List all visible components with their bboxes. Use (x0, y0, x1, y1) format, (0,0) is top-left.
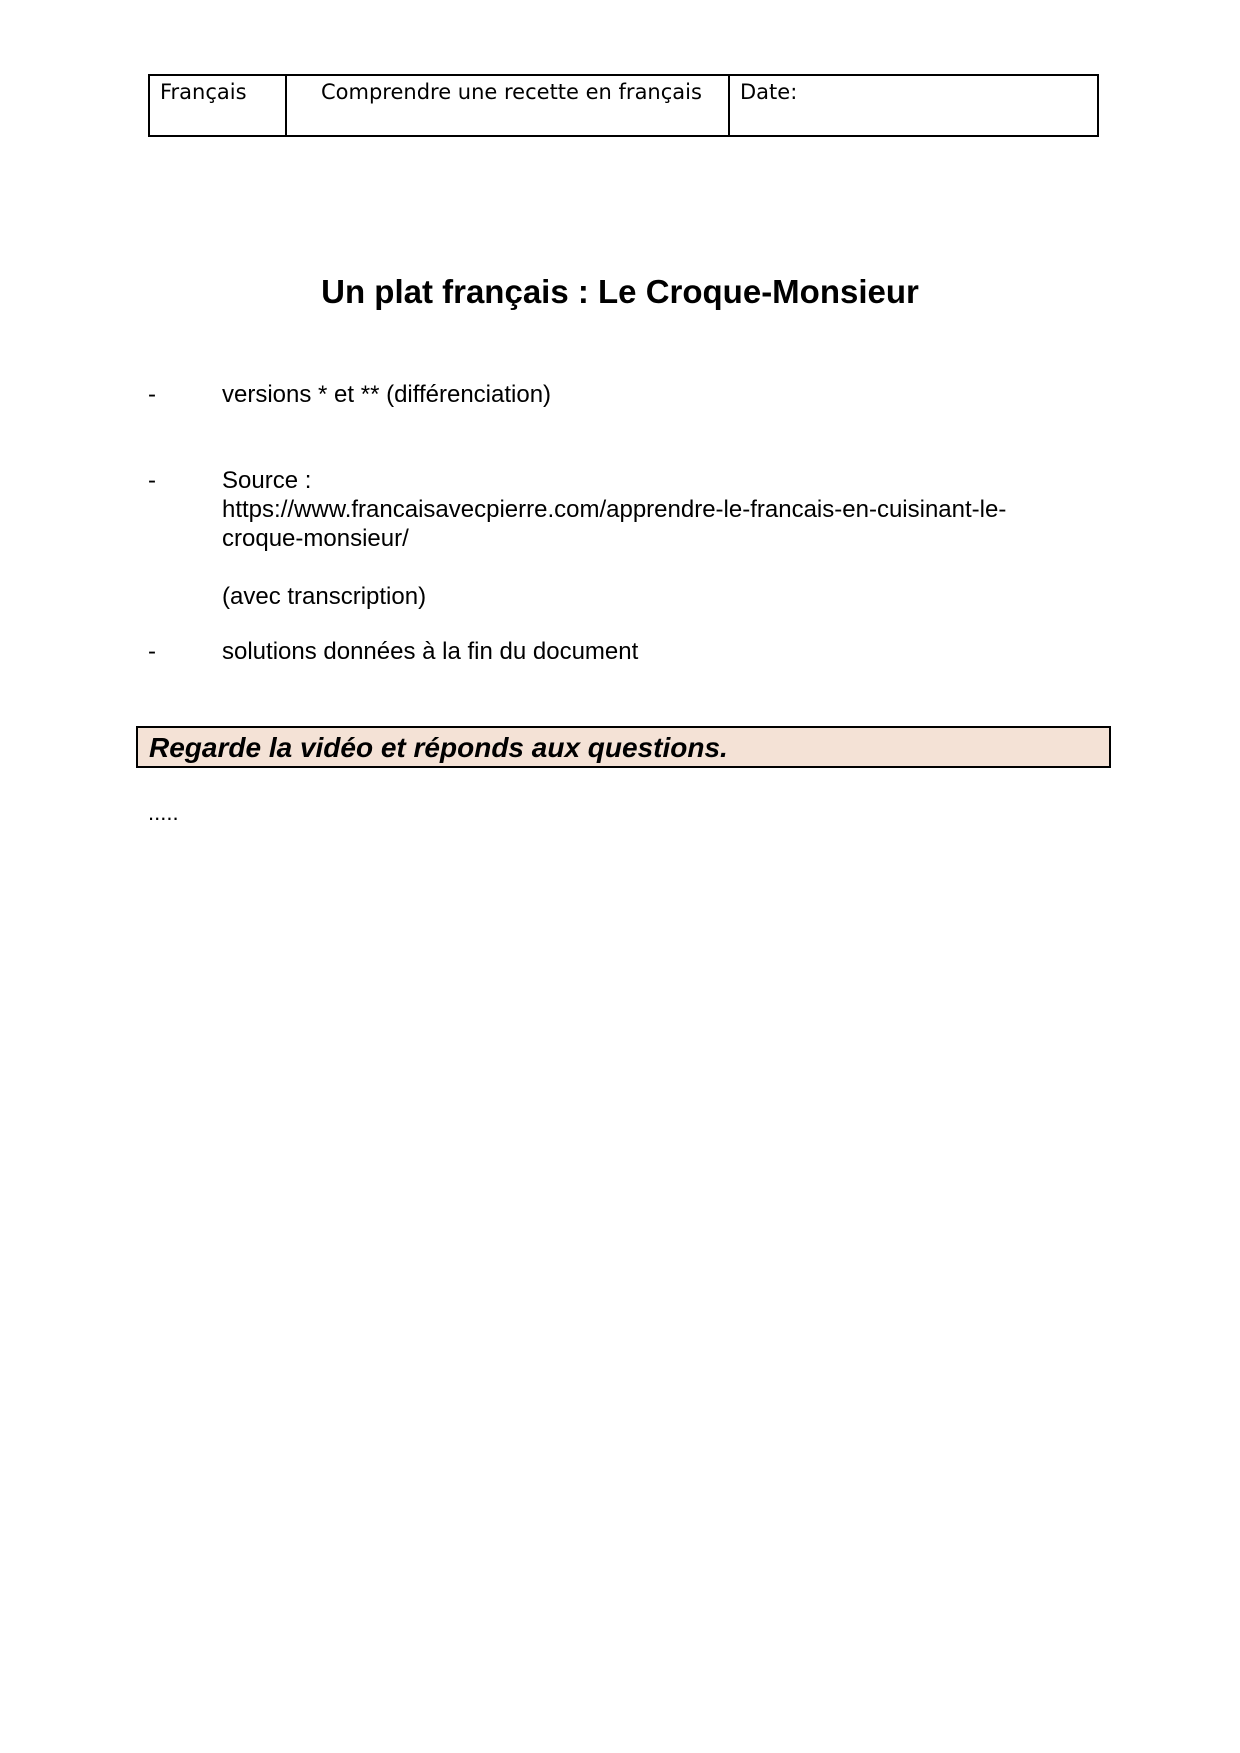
source-note: (avec transcription) (222, 583, 427, 610)
source-label: Source : (222, 467, 312, 494)
header-table (148, 74, 1099, 137)
bullet-dash: - (148, 638, 156, 665)
source-url-line-1[interactable]: https://www.francaisavecpierre.com/apprendre-le-francais-en-cuisinant-le- (222, 496, 1007, 523)
list-item-text: solutions données à la fin du document (222, 638, 639, 665)
document-title: Un plat français : Le Croque-Monsieur (321, 273, 919, 310)
header-date-label: Date: (740, 80, 798, 104)
list-item-versions (148, 380, 1098, 410)
bullet-dash: - (148, 381, 156, 408)
source-url-line-2[interactable]: croque-monsieur/ (222, 525, 409, 552)
list-item-solutions (148, 637, 1098, 667)
source-block (222, 466, 1102, 611)
bullet-dash: - (148, 467, 156, 494)
continuation-dots: ..... (148, 800, 179, 825)
header-topic: Comprendre une recette en français (287, 76, 730, 135)
list-item-text: versions * et ** (différenciation) (222, 381, 552, 408)
header-subject: Français (150, 76, 287, 135)
list-item-source (148, 466, 1098, 611)
instruction-box: Regarde la vidéo et réponds aux questions. (136, 726, 1111, 768)
